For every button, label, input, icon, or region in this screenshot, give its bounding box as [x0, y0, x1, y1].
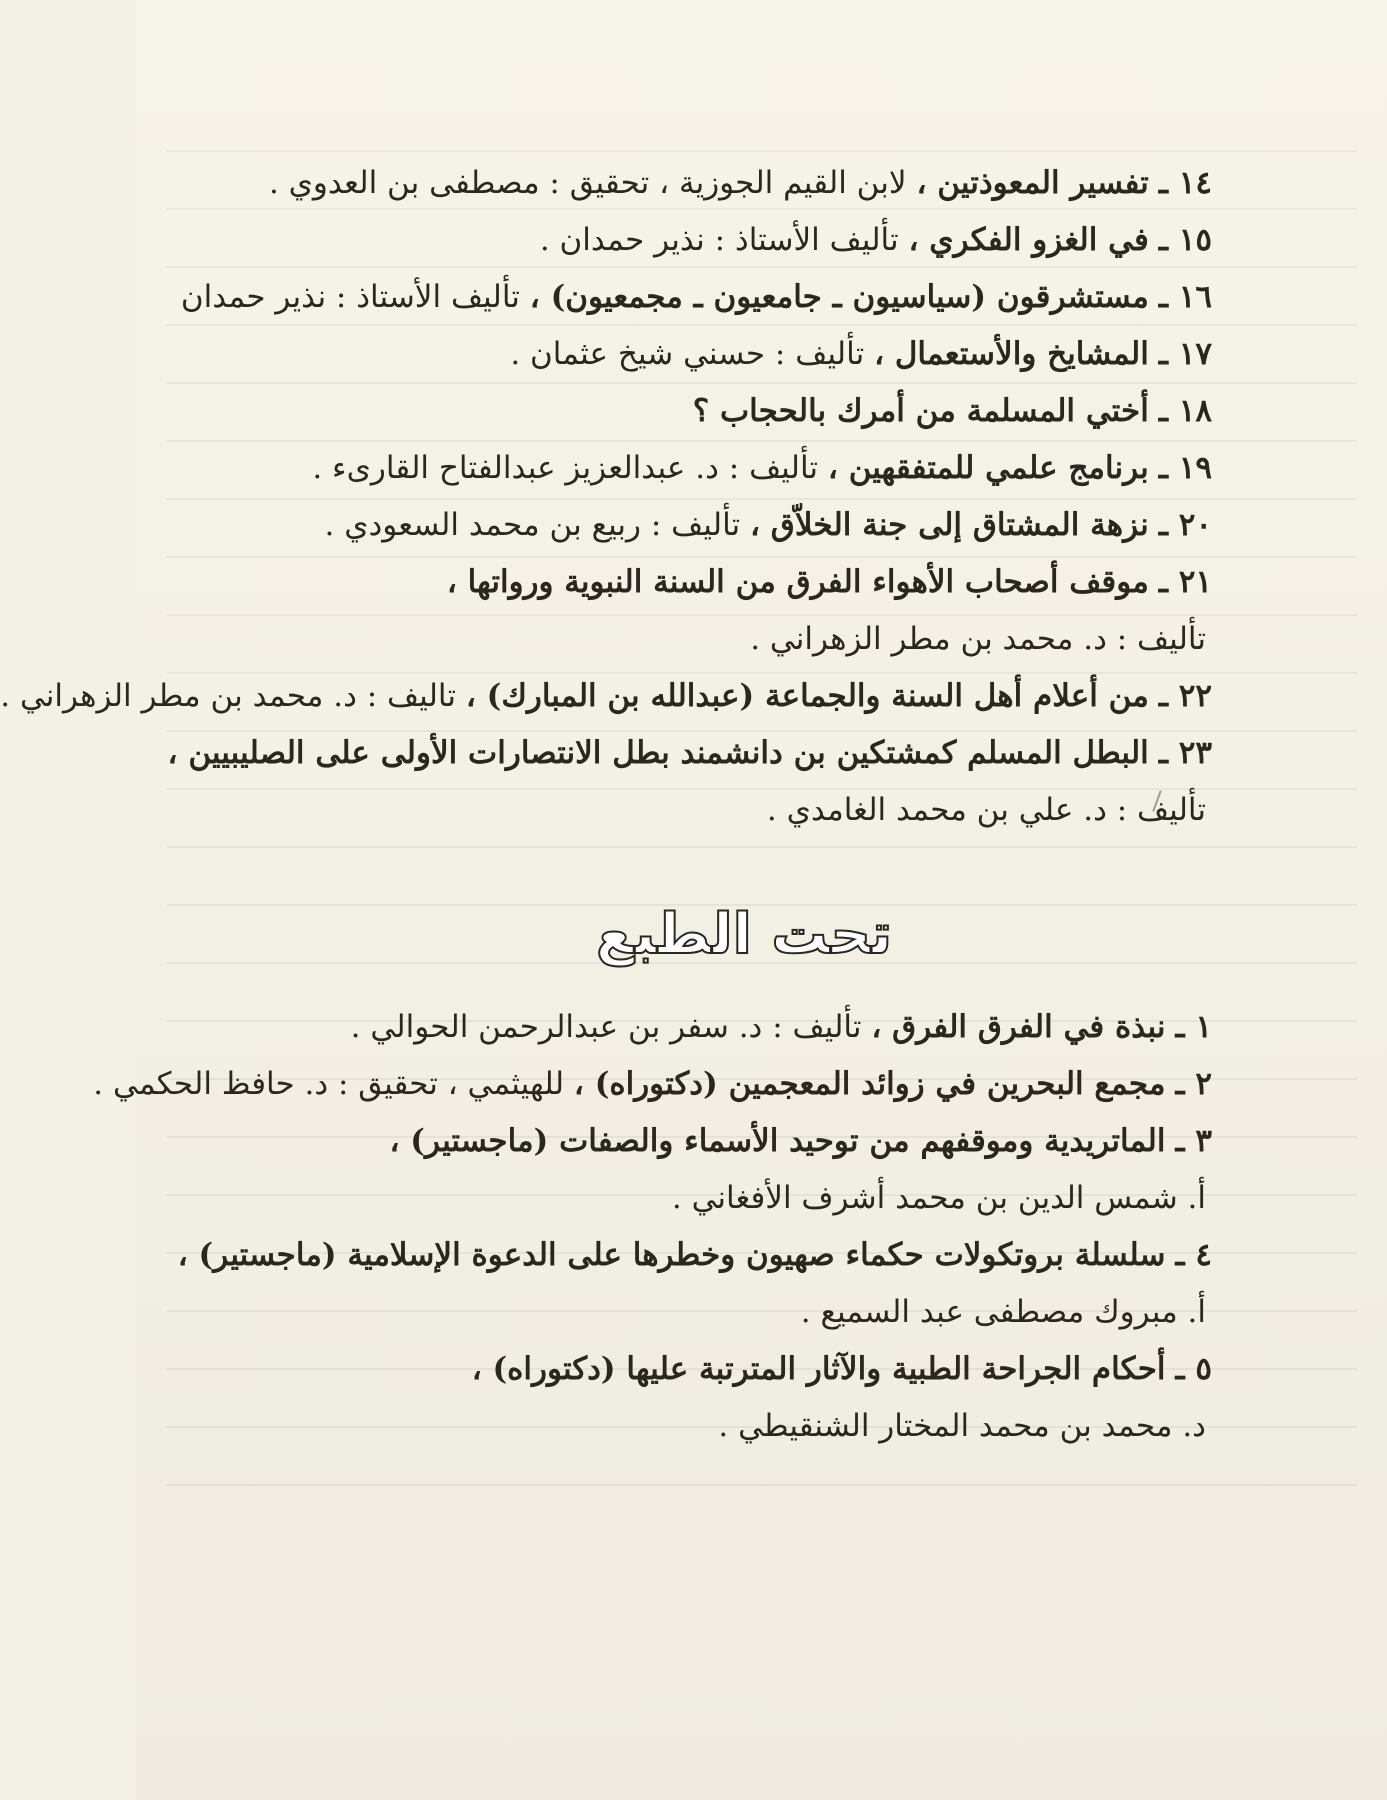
item-title: من أعلام أهل السنة والجماعة (عبدالله بن المبارك) ، [465, 678, 1149, 714]
item-number: ١ ـ [1175, 1009, 1212, 1045]
item-author: أ. مبروك مصطفى عبد السميع . [800, 1294, 1206, 1330]
list-item [276, 1351, 1212, 1468]
item-title: نزهة المشتاق إلى جنة الخلاّق ، [750, 507, 1149, 543]
item-number: ٤ ـ [1175, 1237, 1212, 1273]
publication-list [0, 165, 1212, 1468]
item-title: أحكام الجراحة الطبية والآثار المترتبة عليها (دكتوراه) ، [471, 1351, 1166, 1387]
item-title: موقف أصحاب الأهواء الفرق من السنة النبوية ورواتها ، [446, 564, 1149, 600]
item-author: تاليف : د. محمد بن مطر الزهراني . [0, 678, 457, 714]
list-item [93, 1066, 1212, 1126]
list-item [180, 279, 1212, 339]
list-item [276, 1123, 1212, 1240]
item-number: ٢١ ـ [1158, 564, 1212, 600]
item-author: تأليف : د. عبدالعزيز عبدالفتاح القارىء . [312, 450, 819, 486]
item-title: البطل المسلم كمشتكين بن دانشمند بطل الانتصارات الأولى على الصليبيين ، [167, 735, 1149, 771]
section-heading-wrap [276, 864, 1212, 1004]
item-title: سلسلة بروتكولات حكماء صهيون وخطرها على الدعوة الإسلامية (ماجستير) ، [177, 1237, 1166, 1273]
item-number: ٣ ـ [1175, 1123, 1212, 1159]
item-number: ١٦ ـ [1158, 279, 1212, 315]
item-number: ٢ ـ [1175, 1066, 1212, 1102]
item-number: ١٨ ـ [1158, 393, 1212, 429]
list-item [276, 336, 1212, 396]
list-item [0, 678, 1212, 738]
list-item [276, 222, 1212, 282]
item-title: مستشرقون (سياسيون ـ جامعيون ـ مجمعيون) ، [529, 279, 1149, 315]
item-title: في الغزو الفكري ، [908, 222, 1149, 258]
item-title: الماتريدية وموقفهم من توحيد الأسماء والصفات (ماجستير) ، [389, 1123, 1166, 1159]
item-author: تأليف : د. محمد بن مطر الزهراني . [750, 621, 1206, 657]
item-title: أختي المسلمة من أمرك بالحجاب ؟ [692, 393, 1149, 429]
item-author: تأليف : د. علي بن محمد الغامدي . [766, 792, 1206, 828]
item-number: ٢٢ ـ [1158, 678, 1212, 714]
item-number: ٥ ـ [1175, 1351, 1212, 1387]
item-number: ٢٣ ـ [1158, 735, 1212, 771]
item-author: لابن القيم الجوزية ، تحقيق : مصطفى بن العدوي . [268, 165, 907, 201]
item-author: تأليف الأستاذ : نذير حمدان [180, 279, 520, 315]
list-item [276, 393, 1212, 453]
item-number: ٢٠ ـ [1158, 507, 1212, 543]
item-author: د. محمد بن محمد المختار الشنقيطي . [718, 1408, 1206, 1444]
item-number: ١٤ ـ [1158, 165, 1212, 201]
list-item [167, 735, 1212, 852]
item-title: برنامج علمي للمتفقهين ، [827, 450, 1149, 486]
item-author: تأليف الأستاذ : نذير حمدان . [539, 222, 899, 258]
item-title: تفسير المعوذتين ، [916, 165, 1149, 201]
item-author: أ. شمس الدين بن محمد أشرف الأفغاني . [671, 1180, 1206, 1216]
item-number: ١٧ ـ [1158, 336, 1212, 372]
list-item [276, 507, 1212, 567]
item-title: مجمع البحرين في زوائد المعجمين (دكتوراه) ، [573, 1066, 1166, 1102]
list-item [276, 1009, 1212, 1069]
item-number: ١٥ ـ [1158, 222, 1212, 258]
item-title: المشايخ والأستعمال ، [874, 336, 1149, 372]
list-item [268, 165, 1212, 225]
item-author: للهيثمي ، تحقيق : د. حافظ الحكمي . [93, 1066, 565, 1102]
section-heading: تحت الطبع [595, 901, 893, 967]
item-author: تأليف : حسني شيخ عثمان . [510, 336, 865, 372]
item-number: ١٩ ـ [1158, 450, 1212, 486]
item-author: تأليف : ربيع بن محمد السعودي . [324, 507, 741, 543]
list-item [276, 564, 1212, 681]
item-author: تأليف : د. سفر بن عبدالرحمن الحوالي . [350, 1009, 862, 1045]
list-item [276, 450, 1212, 510]
item-title: نبذة في الفرق الفرق ، [871, 1009, 1166, 1045]
list-item [177, 1237, 1212, 1354]
